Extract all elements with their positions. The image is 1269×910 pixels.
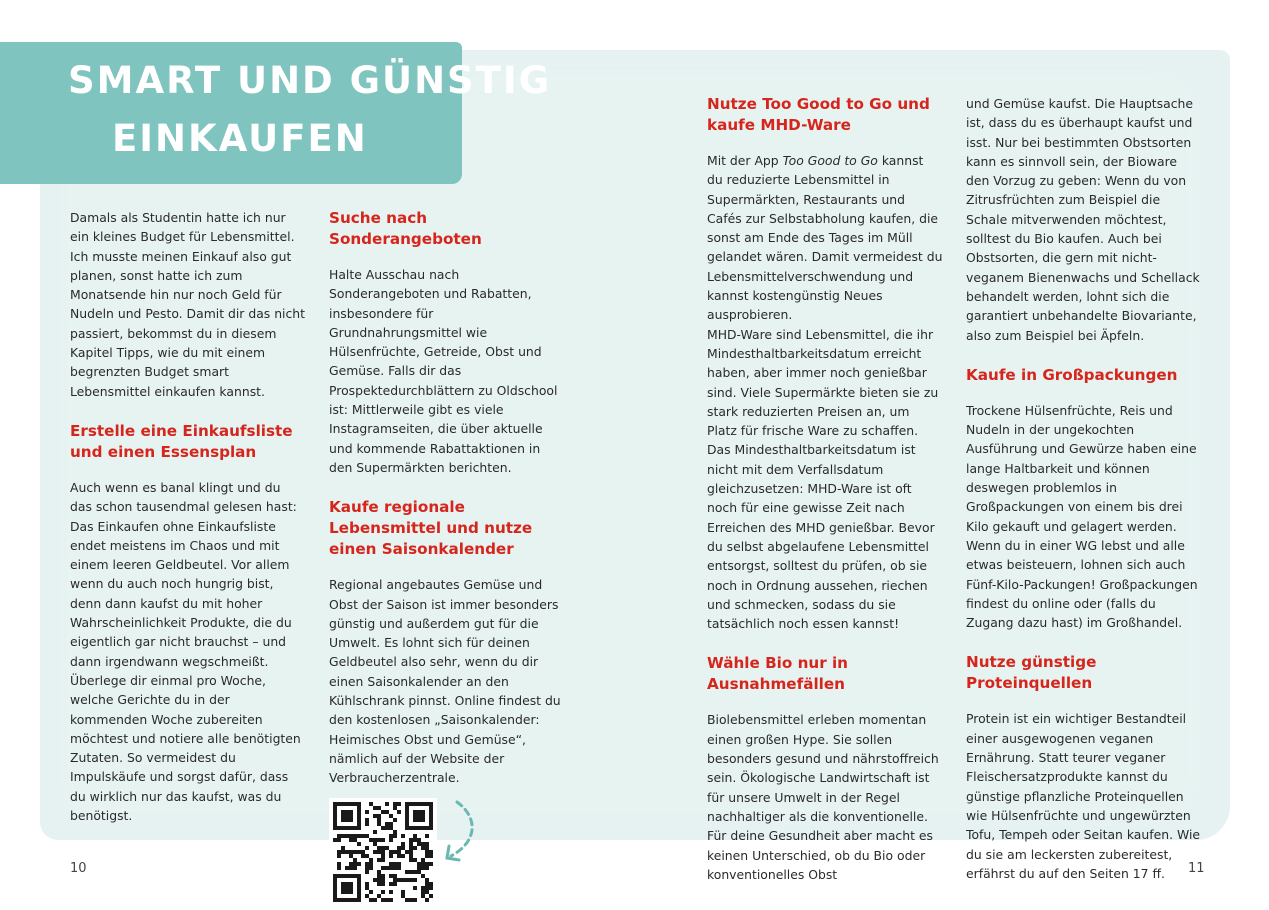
column-2	[329, 208, 565, 910]
heading-regional: Kaufe regionale Lebensmittel und nutze einen Saisonkalender	[329, 498, 533, 559]
heading-too-good-to-go: Nutze Too Good to Go und kaufe MHD-Ware	[707, 95, 930, 134]
paragraph-too-good-to-go	[707, 151, 943, 325]
title-line-2: EINKAUFEN	[112, 117, 368, 160]
heading-proteinquellen: Nutze günstige Proteinquellen	[966, 653, 1097, 693]
qr-code-icon[interactable]	[329, 798, 479, 910]
paragraph-sonderangebote: Halte Ausschau nach Sonderangeboten und Rabatten, insbesondere für Grundnahrungsmittel wie Hülsenfrüchte, Getreide, Obst und Gemüse. Falls dir das Prospektedurchblättern zu Oldschool ist: Mittlerweile gibt es viele Instagramseiten, die über aktuelle und kommende Rabattaktionen in den Supermärkten berichten.	[329, 267, 558, 475]
page-title	[68, 52, 551, 168]
paragraph-essensplan: Überlege dir einmal pro Woche, welche Gerichte du in der kommenden Woche zubereiten möchtest und notiere alle benötigten Zutaten. So vermeidest du Impulskäufe und sorgst dafür, dass du wirklich nur das kaufst, was du benötigst.	[70, 672, 301, 824]
column-4	[966, 94, 1202, 883]
paragraph-proteinquellen: Protein ist ein wichtiger Bestandteil einer ausgewogenen veganen Ernährung. Statt teurer veganer Fleischersatzprodukte kannst du günstige pflanzliche Proteinquellen wie Hülsenfrüchte und ungewürzten Tofu, Tempeh oder Seitan kaufen. Wie du sie am leckersten zubereitest, erfährst du auf den Seiten 17 ff.	[966, 711, 1201, 881]
paragraph-regional: Regional angebautes Gemüse und Obst der Saison ist immer besonders günstig und außerdem gut für die Umwelt. Es lohnt sich für deinen Geldbeutel also sehr, wenn du dir einen Saisonkalender an den Kühlschrank pinnst. Online findest du den kostenlosen „Saisonkalender: Heimisches Obst und Gemüse“, nämlich auf der Website der Verbraucherzentrale.	[329, 577, 561, 786]
paragraph-bio-continued: und Gemüse kaufst. Die Hauptsache ist, dass du es überhaupt kaufst und isst. Nur bei bestimmten Obstsorten kann es sinnvoll sein, der Bioware den Vorzug zu geben: Wenn du von Zitrusfrüchten zum Beispiel die Schale mitverwenden möchtest, solltest du Bio kaufen. Auch bei Obstsorten, die gern mit nicht-veganem Bienenwachs und Schellack behandelt werden, lohnt sich die garantiert unbehandelte Biovariante, also zum Beispiel bei Äpfeln.	[966, 96, 1200, 343]
heading-grosspackungen: Kaufe in Großpackungen	[966, 365, 1178, 384]
text: Mit der App	[707, 153, 783, 168]
intro-paragraph: Damals als Studentin hatte ich nur ein kleines Budget für Lebensmittel. Ich musste meinen Einkauf also gut planen, sonst hatte ich zum Monatsende hin nur noch Geld für Nudeln und Pesto. Damit dir das nicht passiert, bekommst du in diesem Kapitel Tipps, wie du mit einem begrenzten Budget smart Lebensmittel einkaufen kannst.	[70, 210, 306, 399]
curved-dashed-arrow-icon	[447, 802, 472, 860]
title-line-1: SMART UND GÜNSTIG	[68, 59, 552, 102]
heading-sonderangebote: Suche nach Sonderangeboten	[329, 209, 482, 248]
paragraph-mhd-datum: Das Mindesthaltbarkeitsdatum ist nicht mit dem Verfallsdatum gleichzusetzen: MHD-Ware ist oft noch für eine gewisse Zeit nach Erreichen des MHD genießbar. Bevor du selbst abgelaufene Lebensmittel entsorgst, solltest du prüfen, ob sie noch in Ordnung aussehen, riechen und schmecken, sodass du sie tatsächlich noch essen kannst!	[707, 442, 935, 632]
app-name: Too Good to Go	[782, 153, 878, 168]
page-number-left: 10	[70, 861, 87, 876]
paragraph-mhd-ware: MHD-Ware sind Lebensmittel, die ihr Mindesthaltbarkeitsdatum erreicht haben, aber immer noch genießbar sind. Viele Supermärkte bieten sie zu stark reduzierten Preisen an, um Platz für frische Ware zu schaffen.	[707, 326, 939, 439]
heading-einkaufsliste: Erstelle eine Einkaufsliste und einen Essensplan	[70, 421, 293, 461]
column-1	[70, 208, 306, 825]
page-number-right: 11	[1188, 861, 1205, 876]
text: kannst du reduzierte Lebensmittel in Supermärkten, Restaurants und Cafés zur Selbstabholung kaufen, die sonst am Ende des Tages im Müll gelandet wären. Damit vermeidest du Lebensmittelverschwendung und kannst kostengünstig Neues ausprobieren.	[707, 153, 943, 323]
paragraph-einkaufsliste: Auch wenn es banal klingt und du das schon tausendmal gelesen hast: Das Einkaufen ohne Einkaufsliste endet meistens im Chaos und mit einem leeren Geldbeutel. Vor allem wenn du auch noch hungrig bist, denn dann kaufst du mit hoher Wahrscheinlichkeit Produkte, die du eigentlich gar nicht brauchst – und dann irgendwann wegschmeißt.	[70, 479, 297, 669]
column-3	[707, 94, 943, 884]
paragraph-bio: Biolebensmittel erleben momentan einen großen Hype. Sie sollen besonders gesund und nährstoffreich sein. Ökologische Landwirtschaft ist für unsere Umwelt in der Regel nachhaltiger als die konventionelle. Für deine Gesundheit aber macht es keinen Unterschied, ob du Bio oder konventionelles Obst	[707, 712, 939, 882]
paragraph-grosspackungen: Trockene Hülsenfrüchte, Reis und Nudeln in der ungekochten Ausführung und Gewürze haben eine lange Haltbarkeit und können deswegen problemlos in Großpackungen von einem bis drei Kilo gekauft und gelagert werden. Wenn du in einer WG lebst und alle etwas beisteuern, lohnen sich auch Fünf-Kilo-Packungen! Großpackungen findest du online oder (falls du Zugang dazu hast) im Großhandel.	[966, 402, 1198, 631]
heading-bio: Wähle Bio nur in Ausnahmefällen	[707, 654, 848, 694]
